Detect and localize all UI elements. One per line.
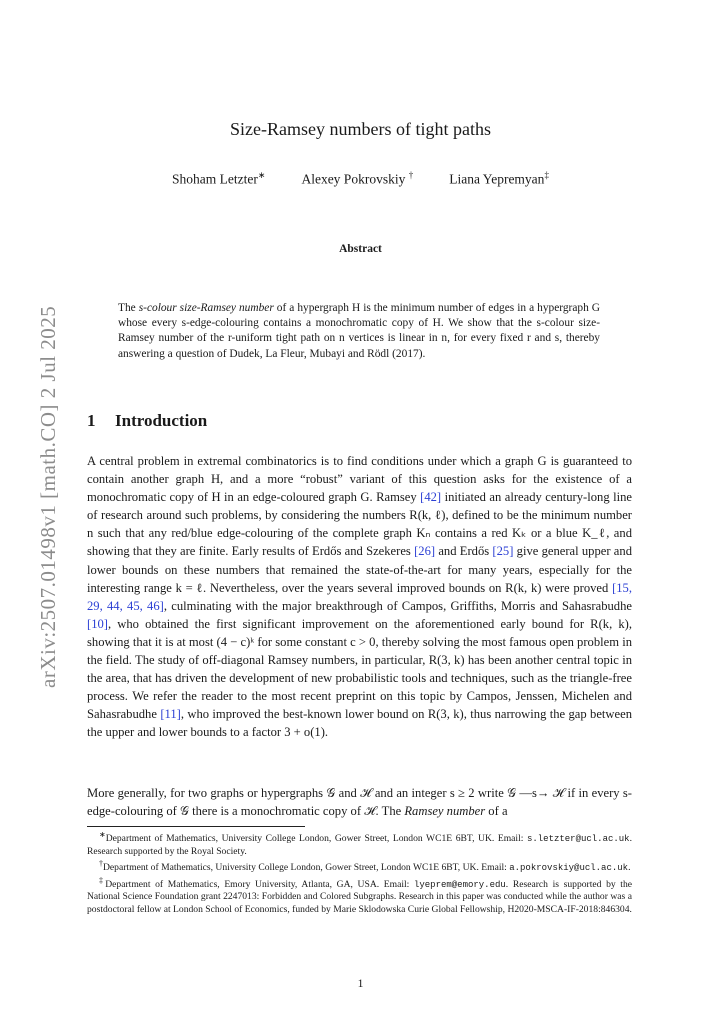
paragraph-text: give general upper and lower bounds on these numbers that remained the state-of-the-art for many years, especially for the interesting range k = ℓ. Nevertheless, over the years several improved bounds on R(k, k) were proved [87, 544, 632, 595]
footnote-mark: ‡ [99, 875, 106, 885]
paragraph-text: of a [485, 804, 508, 819]
abstract-text: of a hypergraph H is the minimum number of edges in a hypergraph G whose every s-edge-colouring contains a monochromatic copy of H. We show that the s-colour size-Ramsey number of the r-uniform tight path on n vertices is linear in n, for every fixed r and s, thereby answering a question of Dudek, La Fleur, Mubayi and Rödl (2017). [118, 302, 601, 360]
author-name: Liana Yepremyan [449, 171, 545, 187]
paper-title: Size-Ramsey numbers of tight paths [230, 119, 491, 139]
paragraph-text: , who obtained the first significant improvement on the aforementioned early bound for R(k, k), showing that it is at most (4 − c)ᵏ for some constant c > 0, thereby solving the most famous open problem in the field. The study of off-diagonal Ramsey numbers, in particular, R(3, k) has been another central topic in the area, that has driven the development of new probabilistic tools and techniques, such as the triangle-free process. We refer the reader to the most recent preprint on this topic by Campos, Jenssen, Michelen and Sahasrabudhe [87, 616, 632, 722]
abstract-body [118, 301, 600, 362]
section-number: 1 [87, 411, 96, 430]
abstract-heading: Abstract [339, 243, 382, 255]
footnotes [87, 829, 632, 916]
email-link[interactable]: s.letzter@ucl.ac.uk [526, 834, 630, 845]
author-list [0, 170, 721, 188]
footnote-mark: ∗ [99, 830, 106, 839]
citation-link[interactable]: [11] [160, 707, 181, 722]
footnote-text: Department of Mathematics, University College London, Gower Street, London WC1E 6BT, UK. Email: [105, 833, 527, 845]
paragraph-text: More generally, for two graphs or hypergraphs 𝒢 and ℋ and an integer s ≥ 2 write 𝒢 —s→ ℋ if in every s-edge-colouring of 𝒢 there is a monochromatic copy of ℋ. The [87, 786, 632, 819]
footnote-1 [87, 829, 632, 858]
footnote-3 [87, 875, 632, 916]
citation-link[interactable]: [25] [492, 544, 514, 559]
footnote-2 [87, 858, 632, 875]
citation-link[interactable]: [42] [420, 490, 442, 505]
paragraph-text: , culminating with the major breakthrough of Campos, Griffiths, Morris and Sahasrabudhe [163, 598, 632, 613]
abstract-text: The [118, 302, 139, 314]
author-name: Shoham Letzter [172, 171, 258, 187]
paragraph-text: , who improved the best-known lower bound on R(3, k), thus narrowing the gap between the upper and lower bounds to a factor 3 + o(1). [87, 707, 633, 740]
author-2 [301, 170, 413, 188]
author-name: Alexey Pokrovskiy [301, 171, 406, 187]
paragraph-text: initiated an already century-long line of research around such problems, by considering the numbers R(k, ℓ), defined to be the minimum number n such that any red/blue edge-colouring of the complete graph Kₙ contains a red Kₖ or a blue K_ℓ, and showing that they are finite. Early results of Erdős and Szekeres [87, 490, 632, 559]
footnote-text: . [628, 862, 631, 874]
abstract-term: s-colour size-Ramsey number [138, 302, 274, 314]
arxiv-identifier-stamp[interactable]: arXiv:2507.01498v1 [math.CO] 2 Jul 2025 [36, 305, 60, 688]
paragraph-text: A central problem in extremal combinatorics is to find conditions under which a graph G is guaranteed to contain another graph H, and a more “robust” variant of this question asks for the existence of a monochromatic copy of H in an edge-coloured graph G. Ramsey [87, 454, 632, 505]
email-link[interactable]: lyeprem@emory.edu [413, 879, 506, 890]
citation-link[interactable]: [15, 29, 44, 45, 46] [87, 580, 632, 613]
email-link[interactable]: a.pokrovskiy@ucl.ac.uk [509, 863, 629, 874]
author-footnote-mark[interactable]: ∗ [257, 170, 266, 180]
defined-term: Ramsey number [404, 804, 486, 819]
intro-paragraph-1 [87, 452, 632, 742]
footnote-text: . Research is supported by the National Science Foundation grant 2247013: Forbidden and Colored Subgraphs. Research in this paper was conducted while the author was a postdoctoral fellow at London School of Economics, funded by Marie Sklodowska Curie Global Fellowship, H2020-MSCA-IF-2018:846304. [87, 878, 633, 915]
author-3 [449, 170, 549, 188]
citation-link[interactable]: [10] [87, 616, 108, 631]
page-number: 1 [357, 976, 364, 990]
footnote-text: Department of Mathematics, Emory University, Atlanta, GA, USA. Email: [105, 878, 414, 890]
section-title: Introduction [115, 411, 208, 430]
author-footnote-mark[interactable]: ‡ [544, 170, 549, 180]
footnote-text: Department of Mathematics, University College London, Gower Street, London WC1E 6BT, UK. Email: [103, 862, 510, 874]
citation-link[interactable]: [26] [414, 544, 436, 559]
author-footnote-mark[interactable]: † [408, 170, 414, 180]
footnote-divider [87, 826, 305, 827]
intro-paragraph-2 [87, 784, 632, 820]
paragraph-text: and Erdős [435, 544, 493, 559]
footnote-mark: † [99, 859, 103, 868]
author-1 [172, 170, 265, 188]
section-heading [87, 411, 207, 431]
footnote-text: . Research supported by the Royal Society. [87, 833, 632, 857]
